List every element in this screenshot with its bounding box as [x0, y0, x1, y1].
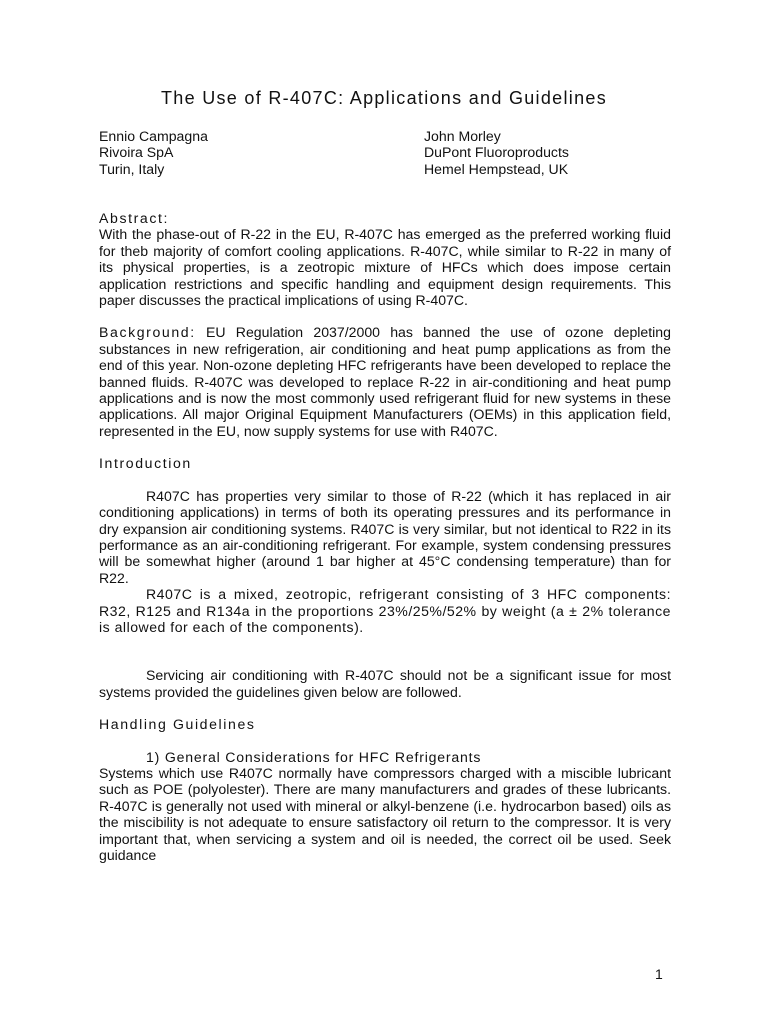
handling-subheading: 1) General Considerations for HFC Refrigerants	[146, 748, 482, 765]
author-name: Ennio Campagna	[99, 128, 208, 144]
introduction-paragraph-1: R407C has properties very similar to those of R-22 (which it has replaced in air conditioning applications) in terms of both its operating pressures and its performance in dry expansion air conditioning systems. R407C is very similar, but not identical to R22 in its performance as an air-conditioning refrigerant. For example, system condensing pressures will be somewhat higher (around 1 bar higher at 45°C condensing temperature) than for R22.	[99, 487, 671, 586]
handling-heading: Handling Guidelines	[99, 716, 256, 733]
background-text: EU Regulation 2037/2000 has banned the use of ozone depleting substances in new refrigeration, air conditioning and heat pump applications as from the end of this year. Non-ozone depleting HFC refrigerants have been developed to replace the banned fluids. R-407C was developed to replace R-22 in air-conditioning and heat pump applications and is now the most commonly used refrigerant fluid for new systems in these applications. All major Original Equipment Manufacturers (OEMs) in this application field, represented in the EU, now supply systems for use with R407C.	[99, 324, 671, 439]
handling-text: Systems which use R407C normally have compressors charged with a miscible lubricant such as POE (polyolester). There are many manufacturers and grades of these lubricants. R-407C is generally not used with mineral or alkyl-benzene (i.e. hydrocarbon based) oils as the miscibility is not adequate to ensure satisfactory oil return to the compressor. It is very important that, when servicing a system and oil is needed, the correct oil be used. Seek guidance	[99, 764, 671, 863]
introduction-heading: Introduction	[99, 455, 192, 472]
author-name: John Morley	[424, 128, 501, 144]
background-label: Background:	[99, 324, 196, 341]
paper-title: The Use of R-407C: Applications and Guidelines	[160, 88, 608, 108]
abstract-text: With the phase-out of R-22 in the EU, R-407C has emerged as the preferred working fluid for theb majority of comfort cooling applications. R-407C, while similar to R-22 in many of its physical properties, is a zeotropic mixture of HFCs which does impose certain application restrictions and specific handling and equipment design requirements. This paper discusses the practical implications of using R-407C.	[99, 226, 671, 309]
introduction-paragraph-3: Servicing air conditioning with R-407C should not be a significant issue for most systems provided the guidelines given below are followed.	[99, 667, 671, 700]
author-affiliation: Rivoira SpA	[99, 144, 174, 161]
author-location: Turin, Italy	[99, 160, 165, 177]
author-1	[99, 128, 208, 177]
abstract-heading: Abstract:	[99, 210, 170, 226]
paper-body	[99, 210, 671, 863]
background-paragraph	[99, 324, 671, 439]
page-number: 1	[655, 966, 663, 982]
author-location: Hemel Hempstead, UK	[424, 160, 569, 177]
introduction-paragraph-2: R407C is a mixed, zeotropic, refrigerant consisting of 3 HFC components: R32, R125 and R134a in the proportions 23%/25%/52% by weight (a ± 2% tolerance is allowed for each of the components).	[99, 586, 671, 635]
author-2	[424, 128, 569, 177]
author-affiliation: DuPont Fluoroproducts	[424, 144, 569, 161]
